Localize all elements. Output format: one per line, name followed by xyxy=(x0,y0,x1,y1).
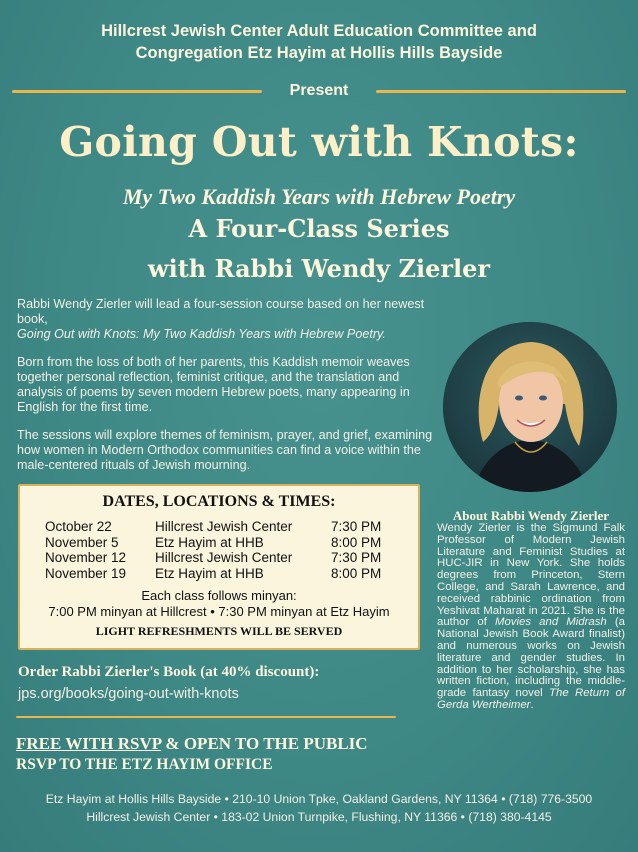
schedule-row xyxy=(45,535,405,551)
schedule-time: 7:30 PM xyxy=(331,550,382,565)
presenter-line: with Rabbi Wendy Zierler xyxy=(147,254,491,283)
schedule-location: Etz Hayim at HHB xyxy=(155,565,264,581)
refreshments-note: LIGHT REFRESHMENTS WILL BE SERVED xyxy=(95,624,343,638)
schedule-time: 8:00 PM xyxy=(331,565,382,581)
event-subtitle: My Two Kaddish Years with Hebrew Poetry xyxy=(122,184,516,209)
intro-paragraph-2: Born from the loss of both of her parents, this Kaddish memoir weaves together personal reflection, feminist critique, and the translation and analysis of poems by seven modern Hebrew poets, many appearing in English for the first time. xyxy=(17,355,410,414)
schedule-date: November 19 xyxy=(45,565,127,581)
about-text-a: Wendy Zierler is the Sigmund Falk Professor of Modern Jewish Literature and Feminist Studies at HUC-JIR in New York. She holds degrees from Princeton, Stern College, and Sarah Lawrence, and received rabbinic ordination from Yeshivat Maharat in 2021. She is the author of xyxy=(437,522,625,629)
schedule-box xyxy=(18,484,420,650)
schedule-time: 8:00 PM xyxy=(331,534,382,550)
schedule-time: 7:30 PM xyxy=(331,519,382,534)
intro-book-title: Going Out with Knots: My Two Kaddish Years with Hebrew Poetry. xyxy=(17,327,386,341)
about-book-1: Movies and Midrash xyxy=(494,616,607,629)
free-with-rsvp: FREE WITH RSVP xyxy=(16,734,162,753)
footer-address-etz-hayim: Etz Hayim at Hollis Hills Bayside • 210-10 Union Tpke, Oakland Gardens, NY 11364 • (718) 776-3500 xyxy=(45,792,593,806)
series-label: A Four-Class Series xyxy=(188,214,450,243)
schedule-location: Etz Hayim at HHB xyxy=(155,534,264,550)
schedule-date: November 5 xyxy=(45,534,119,550)
present-row xyxy=(12,80,626,102)
rsvp-instructions: RSVP TO THE ETZ HAYIM OFFICE xyxy=(16,756,273,773)
event-title: Going Out with Knots: xyxy=(59,118,579,166)
open-to-public: & OPEN TO THE PUBLIC xyxy=(165,734,368,753)
about-heading: About Rabbi Wendy Zierler xyxy=(452,508,610,523)
gold-divider-middle xyxy=(16,716,396,718)
about-book-2: The Return of Gerda Wertheimer xyxy=(437,687,625,711)
minyan-heading: Each class follows minyan: xyxy=(141,588,297,603)
schedule-date: October 22 xyxy=(45,519,112,534)
schedule-row xyxy=(45,566,405,582)
schedule-row xyxy=(45,550,405,566)
gold-divider-left xyxy=(12,90,262,93)
schedule-heading: DATES, LOCATIONS & TIMES: xyxy=(102,493,336,510)
schedule-date: November 12 xyxy=(45,550,127,565)
about-text-c: . xyxy=(530,698,534,711)
intro-paragraph-1 xyxy=(17,297,447,342)
about-text-b: (a National Jewish Book Award finalist) and numerous works on Jewish literature and gender studies. In addition to her scholarship, she has written fiction, including the middle-grade fantasy novel xyxy=(437,616,625,700)
intro-text xyxy=(17,297,447,486)
schedule-row xyxy=(45,519,405,535)
footer-address-hillcrest: Hillcrest Jewish Center • 183-02 Union Turnpike, Flushing, NY 11366 • (718) 380-4145 xyxy=(86,810,552,824)
portrait-illustration xyxy=(443,322,617,492)
present-label: Present xyxy=(289,82,349,99)
free-admission-line xyxy=(16,734,368,754)
org-line-2: Congregation Etz Hayim at Hollis Hills Bayside xyxy=(135,44,503,62)
schedule-table xyxy=(45,519,405,581)
about-rabbi xyxy=(437,509,625,712)
presenting-organizations xyxy=(0,20,638,64)
intro-paragraph-3: The sessions will explore themes of feminism, prayer, and grief, examining how women in Modern Orthodox communities can find a voice within the male-centered rituals of Jewish mourning. xyxy=(17,428,433,472)
gold-divider-right xyxy=(376,90,626,93)
schedule-location: Hillcrest Jewish Center xyxy=(155,519,293,534)
order-book-heading: Order Rabbi Zierler's Book (at 40% discount): xyxy=(18,664,320,680)
order-book-link[interactable]: jps.org/books/going-out-with-knots xyxy=(18,686,239,702)
rabbi-portrait-photo xyxy=(443,322,617,492)
org-line-1: Hillcrest Jewish Center Adult Education Committee and xyxy=(101,22,537,40)
minyan-times: 7:00 PM minyan at Hillcrest • 7:30 PM minyan at Etz Hayim xyxy=(48,604,390,619)
intro-p1-text: Rabbi Wendy Zierler will lead a four-session course based on her newest book, xyxy=(17,297,425,326)
schedule-location: Hillcrest Jewish Center xyxy=(155,550,293,565)
